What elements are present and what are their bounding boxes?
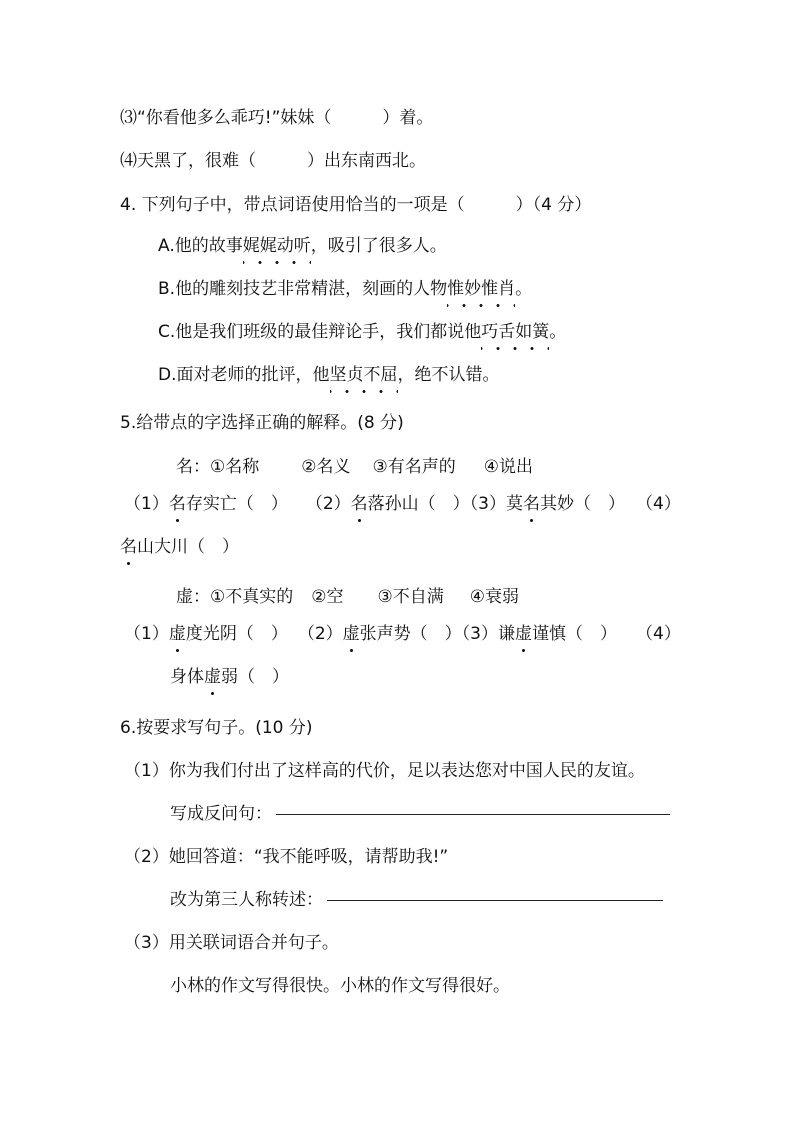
ming-item-4 [120, 535, 239, 559]
item-text: 山大川（ ） [137, 537, 239, 557]
dotted-char: 虚 [342, 624, 360, 644]
ming-items-row [124, 492, 625, 516]
item-text: 其妙（ ） [539, 494, 625, 514]
item-number: （1） [124, 624, 169, 644]
item-text: 谨慎（ ） [531, 624, 617, 644]
ming-definitions [176, 455, 533, 479]
option-d-text: ，绝不认错。 [397, 365, 500, 385]
ming-option-1: 名：①名称 [176, 457, 260, 477]
option-c-text: C.他是我们班级的最佳辩论手，我们都说他 [158, 322, 482, 342]
xu-option-2: ②空 [311, 587, 344, 607]
dotted-char: 虚 [514, 624, 532, 644]
task-1-label: 写成反问句： [170, 804, 272, 824]
item-number: （3）谦 [461, 624, 515, 644]
option-a-text: ，吸引了很多人。 [310, 236, 447, 256]
item-number: （2） [297, 624, 343, 644]
xu-option-1: 虚：①不真实的 [176, 587, 294, 607]
item-text: 度光阴（ ） [185, 624, 288, 644]
ming-option-3: ③有名声的 [372, 457, 456, 477]
ming-item-4-number: （4） [636, 494, 681, 514]
option-a-text: A.他的故事 [158, 236, 243, 256]
xu-items-row [124, 622, 617, 646]
ming-option-4: ④说出 [483, 457, 533, 477]
q5-stem: 5.给带点的字选择正确的解释。(8 分) [120, 413, 404, 433]
item-number: （2） [305, 494, 351, 514]
q3-item-4: ⑷天黑了，很难（ ）出东南西北。 [120, 151, 426, 171]
option-b-text: B.他的雕刻技艺非常精湛，刻画的人物 [158, 279, 448, 299]
item-text: 身体 [170, 667, 204, 687]
q6-sentence-2: （2）她回答道：“我不能呼吸，请帮助我!” [124, 847, 449, 867]
q4-option-b [158, 277, 532, 301]
q6-task-2 [170, 888, 663, 912]
item-text: 存实亡（ ） [185, 494, 288, 514]
item-text: 弱（ ） [221, 667, 289, 687]
dotted-char: 虚 [204, 667, 221, 687]
ming-option-2: ②名义 [301, 457, 351, 477]
q6-task-3-text: 小林的作文写得很快。小林的作文写得很好。 [170, 976, 510, 996]
q4-option-c [158, 320, 566, 344]
dotted-char: 名 [522, 494, 540, 514]
option-d-text: D.面对老师的批评，他 [158, 365, 330, 385]
q6-stem: 6.按要求写句子。(10 分) [120, 718, 313, 738]
xu-option-4: ④衰弱 [469, 587, 519, 607]
dotted-word: 娓娓动听 [242, 236, 311, 256]
dotted-char: 名 [168, 494, 186, 514]
answer-line-1[interactable] [276, 814, 670, 815]
xu-item-4-number: （4） [636, 624, 681, 644]
task-2-label: 改为第三人称转述： [170, 890, 323, 910]
xu-definitions [176, 585, 519, 609]
dotted-char: 名 [350, 494, 368, 514]
item-number: （1） [124, 494, 169, 514]
dotted-word: 惟妙惟肖 [447, 279, 516, 299]
q6-task-1 [170, 802, 670, 826]
dotted-word: 坚贞不屈 [329, 365, 398, 385]
q3-item-3: ⑶“你看他多么乖巧!”妹妹（ ）着。 [120, 108, 434, 128]
option-b-text: 。 [515, 279, 533, 299]
dotted-char: 虚 [168, 624, 186, 644]
dotted-char: 名 [120, 537, 137, 557]
option-c-text: 。 [549, 322, 567, 342]
item-text: 落孙山（ ） [367, 494, 470, 514]
xu-option-3: ③不自满 [377, 587, 444, 607]
item-text: 张声势（ ） [359, 624, 462, 644]
q6-sentence-3: （3）用关联词语合并句子。 [124, 933, 339, 953]
q6-sentence-1: （1）你为我们付出了这样高的代价，足以表达您对中国人民的友谊。 [124, 761, 645, 781]
item-number: （3）莫 [469, 494, 523, 514]
xu-item-4 [170, 665, 289, 689]
q4-option-d [158, 363, 500, 387]
q4-option-a [158, 234, 447, 258]
q4-stem: 4. 下列句子中，带点词语使用恰当的一项是（ ）（4 分） [120, 195, 592, 215]
dotted-word: 巧舌如簧 [481, 322, 550, 342]
answer-line-2[interactable] [327, 900, 663, 901]
